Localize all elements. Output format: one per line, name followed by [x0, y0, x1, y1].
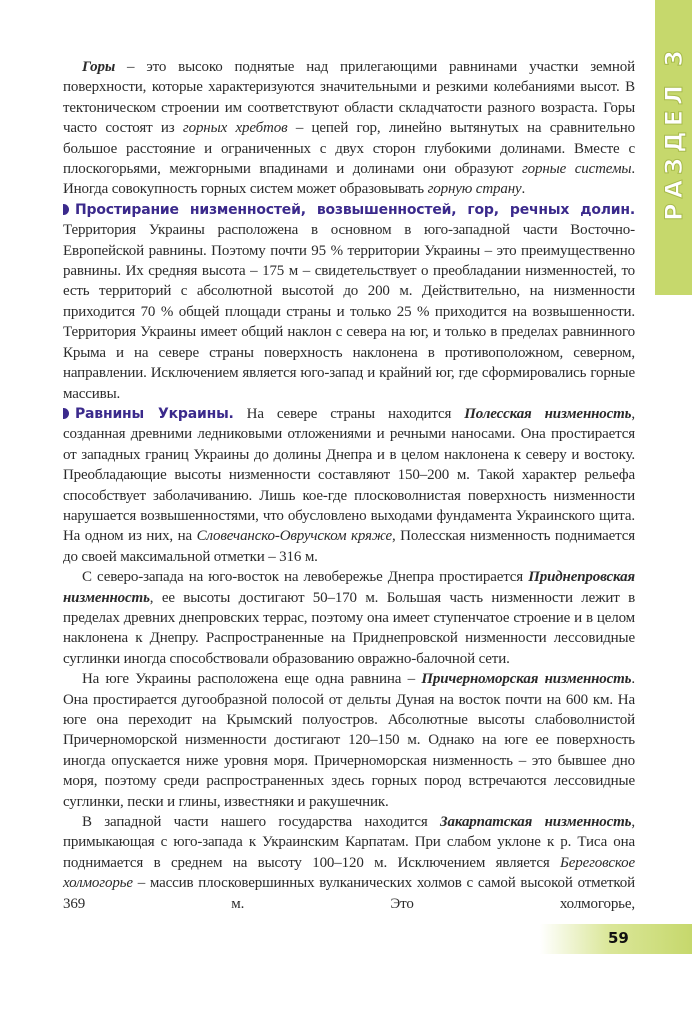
text: , созданная древними ледниковыми отложениями и речными наносами. Она простирается от западных границ Украины до долины Днепра и в целом наклонена к северу и востоку. Преобладающие высоты низменности составляют 150–200 м. Такой характер рельефа способствует заболачиванию. Лишь кое-где плосковолнистая поверхность низменности нарушается возвышенностями, что обусловлено выходами фундамента Украинского щита. На одном из них, на	[63, 405, 635, 545]
term-dnieper-lowland: Приднепровская низменность	[63, 569, 635, 606]
text: . Она простирается дугообразной полосой от дельты Дуная на восток почти на 600 км. На юге она переходит на Крымский полуостров. Абсолютные высоты слабоволнистой Причерноморской низменности достигают 120–150 м. Однако на юге ее поверхность иногда опускается ниже уровня моря. Причерноморская низменность – это бывшее дно моря, поэтому среди распространенных здесь горных пород встречаются лессовидные суглинки, пески и глины, известняки и ракушечник.	[63, 671, 635, 810]
page-body	[63, 0, 635, 914]
term-ridge: Словечанско-Овручском кряже	[196, 528, 392, 545]
text: В западной части нашего государства находится	[82, 814, 441, 831]
text: , Полесская низменность поднимается до своей максимальной отметки – 316 м.	[63, 528, 635, 565]
text: . Иногда совокупность горных систем может образовывать	[63, 161, 635, 198]
term-polesie: Полесская низменность	[464, 405, 632, 422]
text: , примыкающая с юго-запада к Украинским Карпатам. При слабом уклоне к р. Тиса она поднимается в среднем на высоту 100–120 м. Исключением является	[63, 814, 635, 871]
term-beregovo-hills: Береговское холмогорье	[63, 854, 635, 892]
paragraph-dnieper	[63, 567, 635, 669]
section-heading-plains: Равнины Украины.	[75, 405, 234, 422]
text: Территория Украины расположена в основном в юго-западной части Восточно-Европейской равнины. Поэтому почти 95 % территории Украины – это преимущественно равнины. Их средняя высота – 175 м – свидетельствует о преобладании низменностей, то есть территорий с абсолютной высотой до 200 м. Действительно, на низменности приходится 70 % общей площади страны и только 25 % приходится на возвышенности. Территория Украины имеет общий наклон с севера на юг, и только в пределах равнинного Крыма и на севере страны поверхность наклонена в противоположном, северном, направлении. Исключением является юго-запад и крайний юг, где сформировались горные массивы.	[63, 222, 635, 402]
term-ridges: горных хребтов	[182, 120, 288, 137]
text: .	[521, 181, 526, 198]
text: , ее высоты достигают 50–170 м. Большая часть низменности лежит в пределах древних днепровских террас, поэтому она имеет ступенчатое строение и в целом наклонена к Днепру. Распространенные на Приднепровской низменности лессовидные суглинки иногда способствовали образованию овражно-балочной сети.	[63, 589, 635, 667]
text: – это высоко поднятые над прилегающими равнинами участки земной поверхности, которые характеризуются значительными и резкими колебаниями высот. В тектоническом строении им соответствуют области складчатости разного возраста. Горы часто состоят из	[63, 59, 635, 137]
page-number: 59	[608, 929, 629, 948]
term-mountains: Горы	[82, 59, 116, 75]
text: На севере страны находится	[233, 405, 465, 422]
bullet-icon	[63, 408, 69, 419]
text: На юге Украины расположена еще одна равнина –	[82, 671, 422, 688]
page-footer	[0, 924, 692, 954]
paragraph-mountains	[63, 57, 635, 200]
paragraph-transcarpathian	[63, 812, 635, 914]
term-black-sea-lowland: Причерноморская низменность	[421, 671, 632, 688]
term-country: горную страну	[427, 181, 522, 198]
section-heading-extent: Простирание низменностей, возвышенностей, гор, речных долин.	[75, 201, 635, 218]
section-tab-text: РАЗДЕЛ 3	[659, 44, 688, 221]
term-systems: горные системы	[521, 161, 632, 178]
text: С северо-запада на юго-восток на левобережье Днепра простирается	[82, 569, 529, 586]
paragraph-black-sea	[63, 669, 635, 812]
paragraph-plains	[63, 404, 635, 567]
text: – цепей гор, линейно вытянутых на сравнительно большое расстояние и ограниченных с двух сторон глубокими долинами. Вместе с плоскогорьями, межгорными впадинами и долинами они образуют	[63, 120, 636, 178]
bullet-icon	[63, 204, 69, 215]
section-tab-label	[655, 0, 692, 295]
text: – массив плосковершинных вулканических холмов с самой высокой отметкой 369 м. Это холмогорье,	[63, 875, 635, 912]
term-transcarpathian-lowland: Закарпатская низменность	[440, 814, 632, 831]
paragraph-extent	[63, 200, 635, 404]
